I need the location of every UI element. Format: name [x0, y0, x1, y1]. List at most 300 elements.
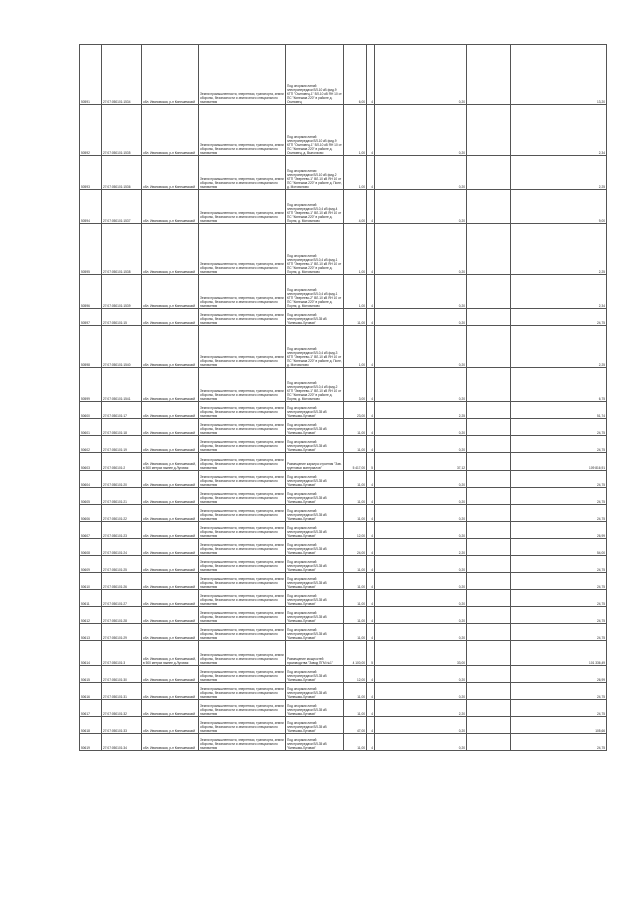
address: обл. Ивановская, р-н Кинешемский	[142, 590, 199, 607]
address: обл. Ивановская, р-н Кинешемский	[142, 734, 199, 751]
row-number: 50597	[80, 309, 102, 326]
address: обл. Ивановская, р-н Кинешемский	[142, 683, 199, 700]
row-number: 50600	[80, 402, 102, 419]
table-row	[80, 717, 607, 734]
cadastral-number: 27:07:050101:31	[102, 683, 142, 700]
rate: 0,20	[375, 505, 467, 522]
permitted-use: Под опорами линий электропередачи ВЛ-35 кВ "Кинешма-Луговая"	[286, 666, 344, 683]
rate: 0,20	[375, 734, 467, 751]
rate: 0,20	[375, 607, 467, 624]
table-row	[80, 505, 607, 522]
land-category: Земли промышленности, энергетики, транспорта, земли обороны, безопасности и земли иного специального назначения	[199, 309, 286, 326]
land-category: Земли промышленности, энергетики, транспорта, земли обороны, безопасности и земли иного специального назначения	[199, 522, 286, 539]
address: обл. Ивановская, р-н Кинешемский	[142, 471, 199, 488]
land-category: Земли промышленности, энергетики, транспорта, земли обороны, безопасности и земли иного специального назначения	[199, 488, 286, 505]
cadastral-number: 27:07:050101:28	[102, 607, 142, 624]
unit-code: 4	[367, 190, 375, 224]
cadastral-value: 101 336,49	[511, 641, 607, 666]
address: обл. Ивановская, р-н Кинешемский	[142, 368, 199, 402]
table-row	[80, 522, 607, 539]
address: обл. Ивановская, р-н Кинешемский, в 500 метрах южнее д.Луговая	[142, 641, 199, 666]
table-row	[80, 190, 607, 224]
permitted-use: Под опорами линий электропередачи ВЛ-35 кВ "Кинешма-Луговая"	[286, 522, 344, 539]
unit-code: 4	[367, 624, 375, 641]
row-number: 50610	[80, 573, 102, 590]
cadastral-value: 2,34	[511, 275, 607, 309]
permitted-use: Под опорами линий электропередачи ВЛ-0,4 кВ фид.2 КТП "Звереево-1" ВЛ-10 кВ ЯН 10 от ПС "Кинешма 220" в районе д. Порня, д. Мотовилово	[286, 368, 344, 402]
unit-code: 4	[367, 402, 375, 419]
table-row	[80, 539, 607, 556]
rate: 0,20	[375, 368, 467, 402]
land-category: Земли промышленности, энергетики, транспорта, земли обороны, безопасности и земли иного специального назначения	[199, 156, 286, 190]
cadastral-number: 27:07:050101:33	[102, 717, 142, 734]
permitted-use: Под опорами линий электропередачи ВЛ-35 кВ "Кинешма-Луговая"	[286, 539, 344, 556]
cadastral-number: 27:07:050101:17	[102, 402, 142, 419]
address: обл. Ивановская, р-н Кинешемский	[142, 156, 199, 190]
rate: 0,20	[375, 105, 467, 156]
rate: 0,20	[375, 419, 467, 436]
cadastral-value: 24,75	[511, 607, 607, 624]
table-row	[80, 700, 607, 717]
address: обл. Ивановская, р-н Кинешемский	[142, 224, 199, 275]
area: 12,00	[344, 666, 367, 683]
table-row	[80, 488, 607, 505]
cadastral-number: 27:07:050101:21	[102, 488, 142, 505]
unit-code: 4	[367, 224, 375, 275]
permitted-use: Под опорами линий электропередачи ВЛ-35 кВ "Кинешма-Луговая"	[286, 556, 344, 573]
row-number: 50601	[80, 419, 102, 436]
area: 1,00	[344, 105, 367, 156]
unit-code: 4	[367, 326, 375, 368]
table-row	[80, 45, 607, 105]
address: обл. Ивановская, р-н Кинешемский	[142, 326, 199, 368]
cadastral-value: 24,75	[511, 505, 607, 522]
unit-code: 4	[367, 419, 375, 436]
table-row	[80, 419, 607, 436]
area: 11,00	[344, 734, 367, 751]
empty-cell	[467, 488, 511, 505]
cadastral-value: 51,74	[511, 402, 607, 419]
cadastral-value: 2,25	[511, 156, 607, 190]
land-category: Земли промышленности, энергетики, транспорта, земли обороны, безопасности и земли иного специального назначения	[199, 556, 286, 573]
address: обл. Ивановская, р-н Кинешемский	[142, 275, 199, 309]
row-number: 50616	[80, 683, 102, 700]
row-number: 50608	[80, 539, 102, 556]
land-category: Земли промышленности, энергетики, транспорта, земли обороны, безопасности и земли иного специального назначения	[199, 683, 286, 700]
row-number: 50598	[80, 326, 102, 368]
permitted-use: Размещение карьера строения "Зав. грунтовых материалов"	[286, 453, 344, 471]
cadastral-value: 24,75	[511, 556, 607, 573]
empty-cell	[467, 45, 511, 105]
permitted-use: Под опорами линий электропередачи ВЛ-35 кВ "Кинешма-Луговая"	[286, 590, 344, 607]
unit-code: 4	[367, 734, 375, 751]
permitted-use: Под опорами линий электропередачи ВЛ-0,4 кВ фид.4 КТП "Звереево-1" ВЛ-10 кВ ЯН 10 от ПС "Кинешма 220" в районе д. Порня, д. Мотовилово	[286, 190, 344, 224]
table-row	[80, 453, 607, 471]
land-category: Земли промышленности, энергетики, транспорта, земли обороны, безопасности и земли иного специального назначения	[199, 105, 286, 156]
rate: 37,12	[375, 453, 467, 471]
unit-code: 4	[367, 309, 375, 326]
empty-cell	[467, 436, 511, 453]
cadastral-value: 24,75	[511, 488, 607, 505]
row-number: 50619	[80, 734, 102, 751]
row-number: 50615	[80, 666, 102, 683]
empty-cell	[467, 471, 511, 488]
land-category: Земли промышленности, энергетики, транспорта, земли обороны, безопасности и земли иного специального назначения	[199, 624, 286, 641]
permitted-use: Под опорами линий электропередачи ВЛ-35 кВ "Кинешма-Луговая"	[286, 402, 344, 419]
rate: 0,20	[375, 45, 467, 105]
row-number: 50606	[80, 505, 102, 522]
row-number: 50596	[80, 275, 102, 309]
cadastral-number: 27:07:050101:1534	[102, 45, 142, 105]
rate: 2,20	[375, 700, 467, 717]
land-category: Земли промышленности, энергетики, транспорта, земли обороны, безопасности и земли иного специального назначения	[199, 402, 286, 419]
cadastral-value: 109 816,91	[511, 453, 607, 471]
empty-cell	[467, 624, 511, 641]
table-row	[80, 641, 607, 666]
area: 11,00	[344, 624, 367, 641]
cadastral-value: 24,75	[511, 309, 607, 326]
permitted-use: Под опорами линий электропередачи ВЛ-0,4 кВ фид.1 КТП "Звереево-2" ВЛ-10 кВ ЯН 10 от ПС "Кинешма 220" в районе д. Порня, д. Мотовилово	[286, 275, 344, 309]
permitted-use: Размещение мощностей производства "Завод ПГМ №1"	[286, 641, 344, 666]
rate: 0,20	[375, 624, 467, 641]
cadastral-value: 6,75	[511, 368, 607, 402]
row-number: 50595	[80, 224, 102, 275]
cadastral-number: 27:07:050101:24	[102, 539, 142, 556]
cadastral-value: 24,75	[511, 573, 607, 590]
area: 5 417,00	[344, 453, 367, 471]
rate: 0,20	[375, 683, 467, 700]
empty-cell	[467, 666, 511, 683]
table-row	[80, 734, 607, 751]
table-row	[80, 402, 607, 419]
cadastral-number: 27:07:050101:1540	[102, 326, 142, 368]
cadastral-number: 27:07:050101:32	[102, 700, 142, 717]
permitted-use: Под опорами линий электропередачи ВЛ-0,4 кВ фид.3 КТП "Звереево-1" ВЛ-10 кВ ЯН 10 от ПС "Кинешма 220" в районе д. Поле, д. Мотовилово	[286, 326, 344, 368]
unit-code: 4	[367, 275, 375, 309]
address: обл. Ивановская, р-н Кинешемский	[142, 624, 199, 641]
unit-code: 4	[367, 156, 375, 190]
empty-cell	[467, 368, 511, 402]
unit-code: 4	[367, 522, 375, 539]
empty-cell	[467, 700, 511, 717]
rate: 0,20	[375, 275, 467, 309]
table-row	[80, 683, 607, 700]
empty-cell	[467, 683, 511, 700]
cadastral-number: 27:07:050101:34	[102, 734, 142, 751]
permitted-use: Под опорами линий электропередачи ВЛ-35 кВ "Кинешма-Луговая"	[286, 419, 344, 436]
area: 11,00	[344, 607, 367, 624]
unit-code: 4	[367, 539, 375, 556]
cadastral-value: 2,25	[511, 326, 607, 368]
permitted-use: Под опорами линий электропередачи ВЛ-35 кВ "Кинешма-Луговая"	[286, 471, 344, 488]
rate: 0,20	[375, 666, 467, 683]
cadastral-number: 27:07:050101:23	[102, 522, 142, 539]
land-category: Земли промышленности, энергетики, транспорта, земли обороны, безопасности и земли иного специального назначения	[199, 453, 286, 471]
row-number: 50602	[80, 436, 102, 453]
address: обл. Ивановская, р-н Кинешемский	[142, 505, 199, 522]
rate: 0,20	[375, 190, 467, 224]
land-category: Земли промышленности, энергетики, транспорта, земли обороны, безопасности и земли иного специального назначения	[199, 190, 286, 224]
address: обл. Ивановская, р-н Кинешемский	[142, 105, 199, 156]
area: 11,00	[344, 488, 367, 505]
unit-code: 4	[367, 607, 375, 624]
permitted-use: Под опорами линий электропередачи ВЛ-35 кВ "Кинешма-Луговая"	[286, 700, 344, 717]
land-category: Земли промышленности, энергетики, транспорта, земли обороны, безопасности и земли иного специального назначения	[199, 607, 286, 624]
cadastral-number: 27:07:050101:29	[102, 624, 142, 641]
land-category: Земли промышленности, энергетики, транспорта, земли обороны, безопасности и земли иного специального назначения	[199, 45, 286, 105]
row-number: 50609	[80, 556, 102, 573]
cadastral-number: 27:07:050101:20	[102, 471, 142, 488]
area: 1,00	[344, 326, 367, 368]
table-row	[80, 556, 607, 573]
unit-code: 5	[367, 641, 375, 666]
land-category: Земли промышленности, энергетики, транспорта, земли обороны, безопасности и земли иного специального назначения	[199, 368, 286, 402]
cadastral-value: 24,75	[511, 436, 607, 453]
unit-code: 4	[367, 105, 375, 156]
empty-cell	[467, 419, 511, 436]
row-number: 50614	[80, 641, 102, 666]
table-row	[80, 471, 607, 488]
address: обл. Ивановская, р-н Кинешемский	[142, 522, 199, 539]
unit-code: 5	[367, 453, 375, 471]
rate: 0,20	[375, 556, 467, 573]
area: 11,00	[344, 436, 367, 453]
empty-cell	[467, 275, 511, 309]
area: 11,00	[344, 573, 367, 590]
area: 1,00	[344, 275, 367, 309]
land-category: Земли промышленности, энергетики, транспорта, земли обороны, безопасности и земли иного специального назначения	[199, 734, 286, 751]
cadastral-number: 27:07:050101:1537	[102, 190, 142, 224]
land-category: Земли промышленности, энергетики, транспорта, земли обороны, безопасности и земли иного специального назначения	[199, 326, 286, 368]
cadastral-number: 27:07:050101:1539	[102, 275, 142, 309]
unit-code: 4	[367, 505, 375, 522]
row-number: 50592	[80, 105, 102, 156]
row-number: 50591	[80, 45, 102, 105]
rate: 0,20	[375, 156, 467, 190]
cadastral-value: 26,99	[511, 522, 607, 539]
table-row	[80, 326, 607, 368]
empty-cell	[467, 453, 511, 471]
permitted-use: Под опорами линий электропередачи ВЛ-35 кВ "Кинешма-Луговая"	[286, 436, 344, 453]
land-category: Земли промышленности, энергетики, транспорта, земли обороны, безопасности и земли иного специального назначения	[199, 717, 286, 734]
area: 12,00	[344, 522, 367, 539]
table-body	[80, 45, 607, 751]
permitted-use: Под опорами линии электропередачи ВЛ-10 кВ фид.2 КТП "Звереево-1" ВЛ-10 кВ ЯН 10 от ПС "Кинешма 220" в районе д. Поле, д. Мотовилово	[286, 156, 344, 190]
land-category: Земли промышленности, энергетики, транспорта, земли обороны, безопасности и земли иного специального назначения	[199, 505, 286, 522]
permitted-use: Под опорами линий электропередачи ВЛ-35 кВ "Кинешма-Луговая"	[286, 607, 344, 624]
table-row	[80, 309, 607, 326]
area: 24,00	[344, 539, 367, 556]
empty-cell	[467, 556, 511, 573]
address: обл. Ивановская, р-н Кинешемский	[142, 717, 199, 734]
cadastral-number: 27:07:050101:22	[102, 505, 142, 522]
land-category: Земли промышленности, энергетики, транспорта, земли обороны, безопасности и земли иного специального назначения	[199, 641, 286, 666]
row-number: 50594	[80, 190, 102, 224]
area: 47,00	[344, 717, 367, 734]
row-number: 50599	[80, 368, 102, 402]
cadastral-number: 27:07:050101:1536	[102, 156, 142, 190]
permitted-use: Под опорами линий электропередачи ВЛ-35 кВ "Кинешма-Луговая"	[286, 573, 344, 590]
cadastral-number: 27:07:050101:1535	[102, 105, 142, 156]
unit-code: 4	[367, 590, 375, 607]
area: 11,00	[344, 505, 367, 522]
row-number: 50603	[80, 453, 102, 471]
cadastral-number: 27:07:050101:19	[102, 436, 142, 453]
row-number: 50605	[80, 488, 102, 505]
rate: 0,20	[375, 573, 467, 590]
permitted-use: Под опорами линий электропередачи ВЛ-35 кВ "Кинешма-Луговая"	[286, 717, 344, 734]
permitted-use: Под опорами линий электропередачи ВЛ-35 кВ "Кинешма-Луговая"	[286, 734, 344, 751]
cadastral-number: 27:07:050101:1541	[102, 368, 142, 402]
area: 11,00	[344, 683, 367, 700]
empty-cell	[467, 573, 511, 590]
permitted-use: Под опорами линий электропередачи ВЛ-35 кВ "Кинешма-Луговая"	[286, 624, 344, 641]
empty-cell	[467, 522, 511, 539]
rate: 0,20	[375, 717, 467, 734]
row-number: 50618	[80, 717, 102, 734]
area: 11,00	[344, 556, 367, 573]
address: обл. Ивановская, р-н Кинешемский	[142, 539, 199, 556]
empty-cell	[467, 224, 511, 275]
cadastral-value: 24,75	[511, 734, 607, 751]
unit-code: 4	[367, 683, 375, 700]
unit-code: 4	[367, 666, 375, 683]
land-category: Земли промышленности, энергетики, транспорта, земли обороны, безопасности и земли иного специального назначения	[199, 666, 286, 683]
empty-cell	[467, 156, 511, 190]
cadastral-number: 27:07:050101:30	[102, 666, 142, 683]
table-row	[80, 368, 607, 402]
address: обл. Ивановская, р-н Кинешемский	[142, 607, 199, 624]
cadastral-value: 54,00	[511, 539, 607, 556]
cadastral-value: 2,34	[511, 105, 607, 156]
table-row	[80, 590, 607, 607]
rate: 0,20	[375, 590, 467, 607]
unit-code: 4	[367, 368, 375, 402]
empty-cell	[467, 734, 511, 751]
table-row	[80, 624, 607, 641]
empty-cell	[467, 402, 511, 419]
land-category: Земли промышленности, энергетики, транспорта, земли обороны, безопасности и земли иного специального назначения	[199, 471, 286, 488]
cadastral-value: 24,75	[511, 624, 607, 641]
permitted-use: Под опорами линий электропередачи ВЛ-0,4 кВ фид.1 КТП "Звереево-1" ВЛ-10 кВ ЯН 10 от ПС "Кинешма 220" в районе д. Порня, д. Мотовилово	[286, 224, 344, 275]
area: 11,00	[344, 471, 367, 488]
empty-cell	[467, 190, 511, 224]
area: 11,00	[344, 590, 367, 607]
address: обл. Ивановская, р-н Кинешемский	[142, 419, 199, 436]
address: обл. Ивановская, р-н Кинешемский	[142, 402, 199, 419]
address: обл. Ивановская, р-н Кинешемский, в 500 метрах южнее д.Луговая	[142, 453, 199, 471]
rate: 0,20	[375, 309, 467, 326]
table-row	[80, 156, 607, 190]
cadastral-value: 24,75	[511, 700, 607, 717]
table-row	[80, 666, 607, 683]
area: 1,00	[344, 156, 367, 190]
address: обл. Ивановская, р-н Кинешемский	[142, 556, 199, 573]
land-category: Земли промышленности, энергетики, транспорта, земли обороны, безопасности и земли иного специального назначения	[199, 275, 286, 309]
address: обл. Ивановская, р-н Кинешемский	[142, 488, 199, 505]
permitted-use: Под опорами линий электропередачи ВЛ-10 кВ фид.9 КТП "Осиновец-1" ВЛ-10 кВ ЯН 10 от ПС "Кинешма 220" в районе д. Осиновец, д. Выползово	[286, 105, 344, 156]
area: 3,00	[344, 368, 367, 402]
land-category: Земли промышленности, энергетики, транспорта, земли обороны, безопасности и земли иного специального назначения	[199, 224, 286, 275]
empty-cell	[467, 641, 511, 666]
land-category: Земли промышленности, энергетики, транспорта, земли обороны, безопасности и земли иного специального назначения	[199, 539, 286, 556]
row-number: 50611	[80, 590, 102, 607]
unit-code: 4	[367, 471, 375, 488]
permitted-use: Под опорами линий электропередачи ВЛ-35 кВ "Кинешма-Луговая"	[286, 309, 344, 326]
area: 4 100,00	[344, 641, 367, 666]
land-category: Земли промышленности, энергетики, транспорта, земли обороны, безопасности и земли иного специального назначения	[199, 436, 286, 453]
unit-code: 4	[367, 573, 375, 590]
empty-cell	[467, 539, 511, 556]
unit-code: 4	[367, 717, 375, 734]
unit-code: 4	[367, 488, 375, 505]
empty-cell	[467, 607, 511, 624]
address: обл. Ивановская, р-н Кинешемский	[142, 573, 199, 590]
empty-cell	[467, 505, 511, 522]
rate: 0,20	[375, 522, 467, 539]
land-category: Земли промышленности, энергетики, транспорта, земли обороны, безопасности и земли иного специального назначения	[199, 590, 286, 607]
table-row	[80, 573, 607, 590]
address: обл. Ивановская, р-н Кинешемский	[142, 190, 199, 224]
address: обл. Ивановская, р-н Кинешемский	[142, 309, 199, 326]
area: 1,00	[344, 224, 367, 275]
rate: 0,20	[375, 471, 467, 488]
unit-code: 4	[367, 45, 375, 105]
area: 4,00	[344, 190, 367, 224]
address: обл. Ивановская, р-н Кинешемский	[142, 666, 199, 683]
empty-cell	[467, 326, 511, 368]
permitted-use: Под опорами линий электропередачи ВЛ-35 кВ "Кинешма-Луговая"	[286, 488, 344, 505]
row-number: 50604	[80, 471, 102, 488]
area: 11,00	[344, 700, 367, 717]
empty-cell	[467, 309, 511, 326]
cadastral-number: 27:07:050101:25	[102, 556, 142, 573]
rate: 0,20	[375, 326, 467, 368]
cadastral-number: 27:07:050101:1538	[102, 224, 142, 275]
land-category: Земли промышленности, энергетики, транспорта, земли обороны, безопасности и земли иного специального назначения	[199, 573, 286, 590]
cadastral-number: 27:07:050101:15	[102, 309, 142, 326]
rate: 0,20	[375, 436, 467, 453]
address: обл. Ивановская, р-н Кинешемский	[142, 45, 199, 105]
empty-cell	[467, 105, 511, 156]
cadastral-number: 27:07:050101:27	[102, 590, 142, 607]
address: обл. Ивановская, р-н Кинешемский	[142, 700, 199, 717]
cadastral-value: 2,25	[511, 224, 607, 275]
unit-code: 4	[367, 700, 375, 717]
land-plots-table	[79, 44, 607, 751]
cadastral-value: 105,66	[511, 717, 607, 734]
permitted-use: Под опорами линий электропередачи ВЛ-10 кВ фид.9 КТП "Осиновец-1" ВЛ-10 кВ ЯН 10 от ПС "Кинешма 220" в районе д. Осиновец	[286, 45, 344, 105]
cadastral-value: 24,75	[511, 590, 607, 607]
rate: 0,20	[375, 488, 467, 505]
row-number: 50593	[80, 156, 102, 190]
unit-code: 4	[367, 556, 375, 573]
land-category: Земли промышленности, энергетики, транспорта, земли обороны, безопасности и земли иного специального назначения	[199, 419, 286, 436]
cadastral-value: 26,99	[511, 666, 607, 683]
cadastral-value: 9,00	[511, 190, 607, 224]
rate: 0,20	[375, 224, 467, 275]
cadastral-value: 24,75	[511, 419, 607, 436]
table-row	[80, 436, 607, 453]
cadastral-value: 13,20	[511, 45, 607, 105]
area: 11,00	[344, 309, 367, 326]
cadastral-number: 27:07:050101:18	[102, 419, 142, 436]
row-number: 50617	[80, 700, 102, 717]
empty-cell	[467, 717, 511, 734]
table-row	[80, 607, 607, 624]
rate: 33,00	[375, 641, 467, 666]
rate: 2,20	[375, 539, 467, 556]
